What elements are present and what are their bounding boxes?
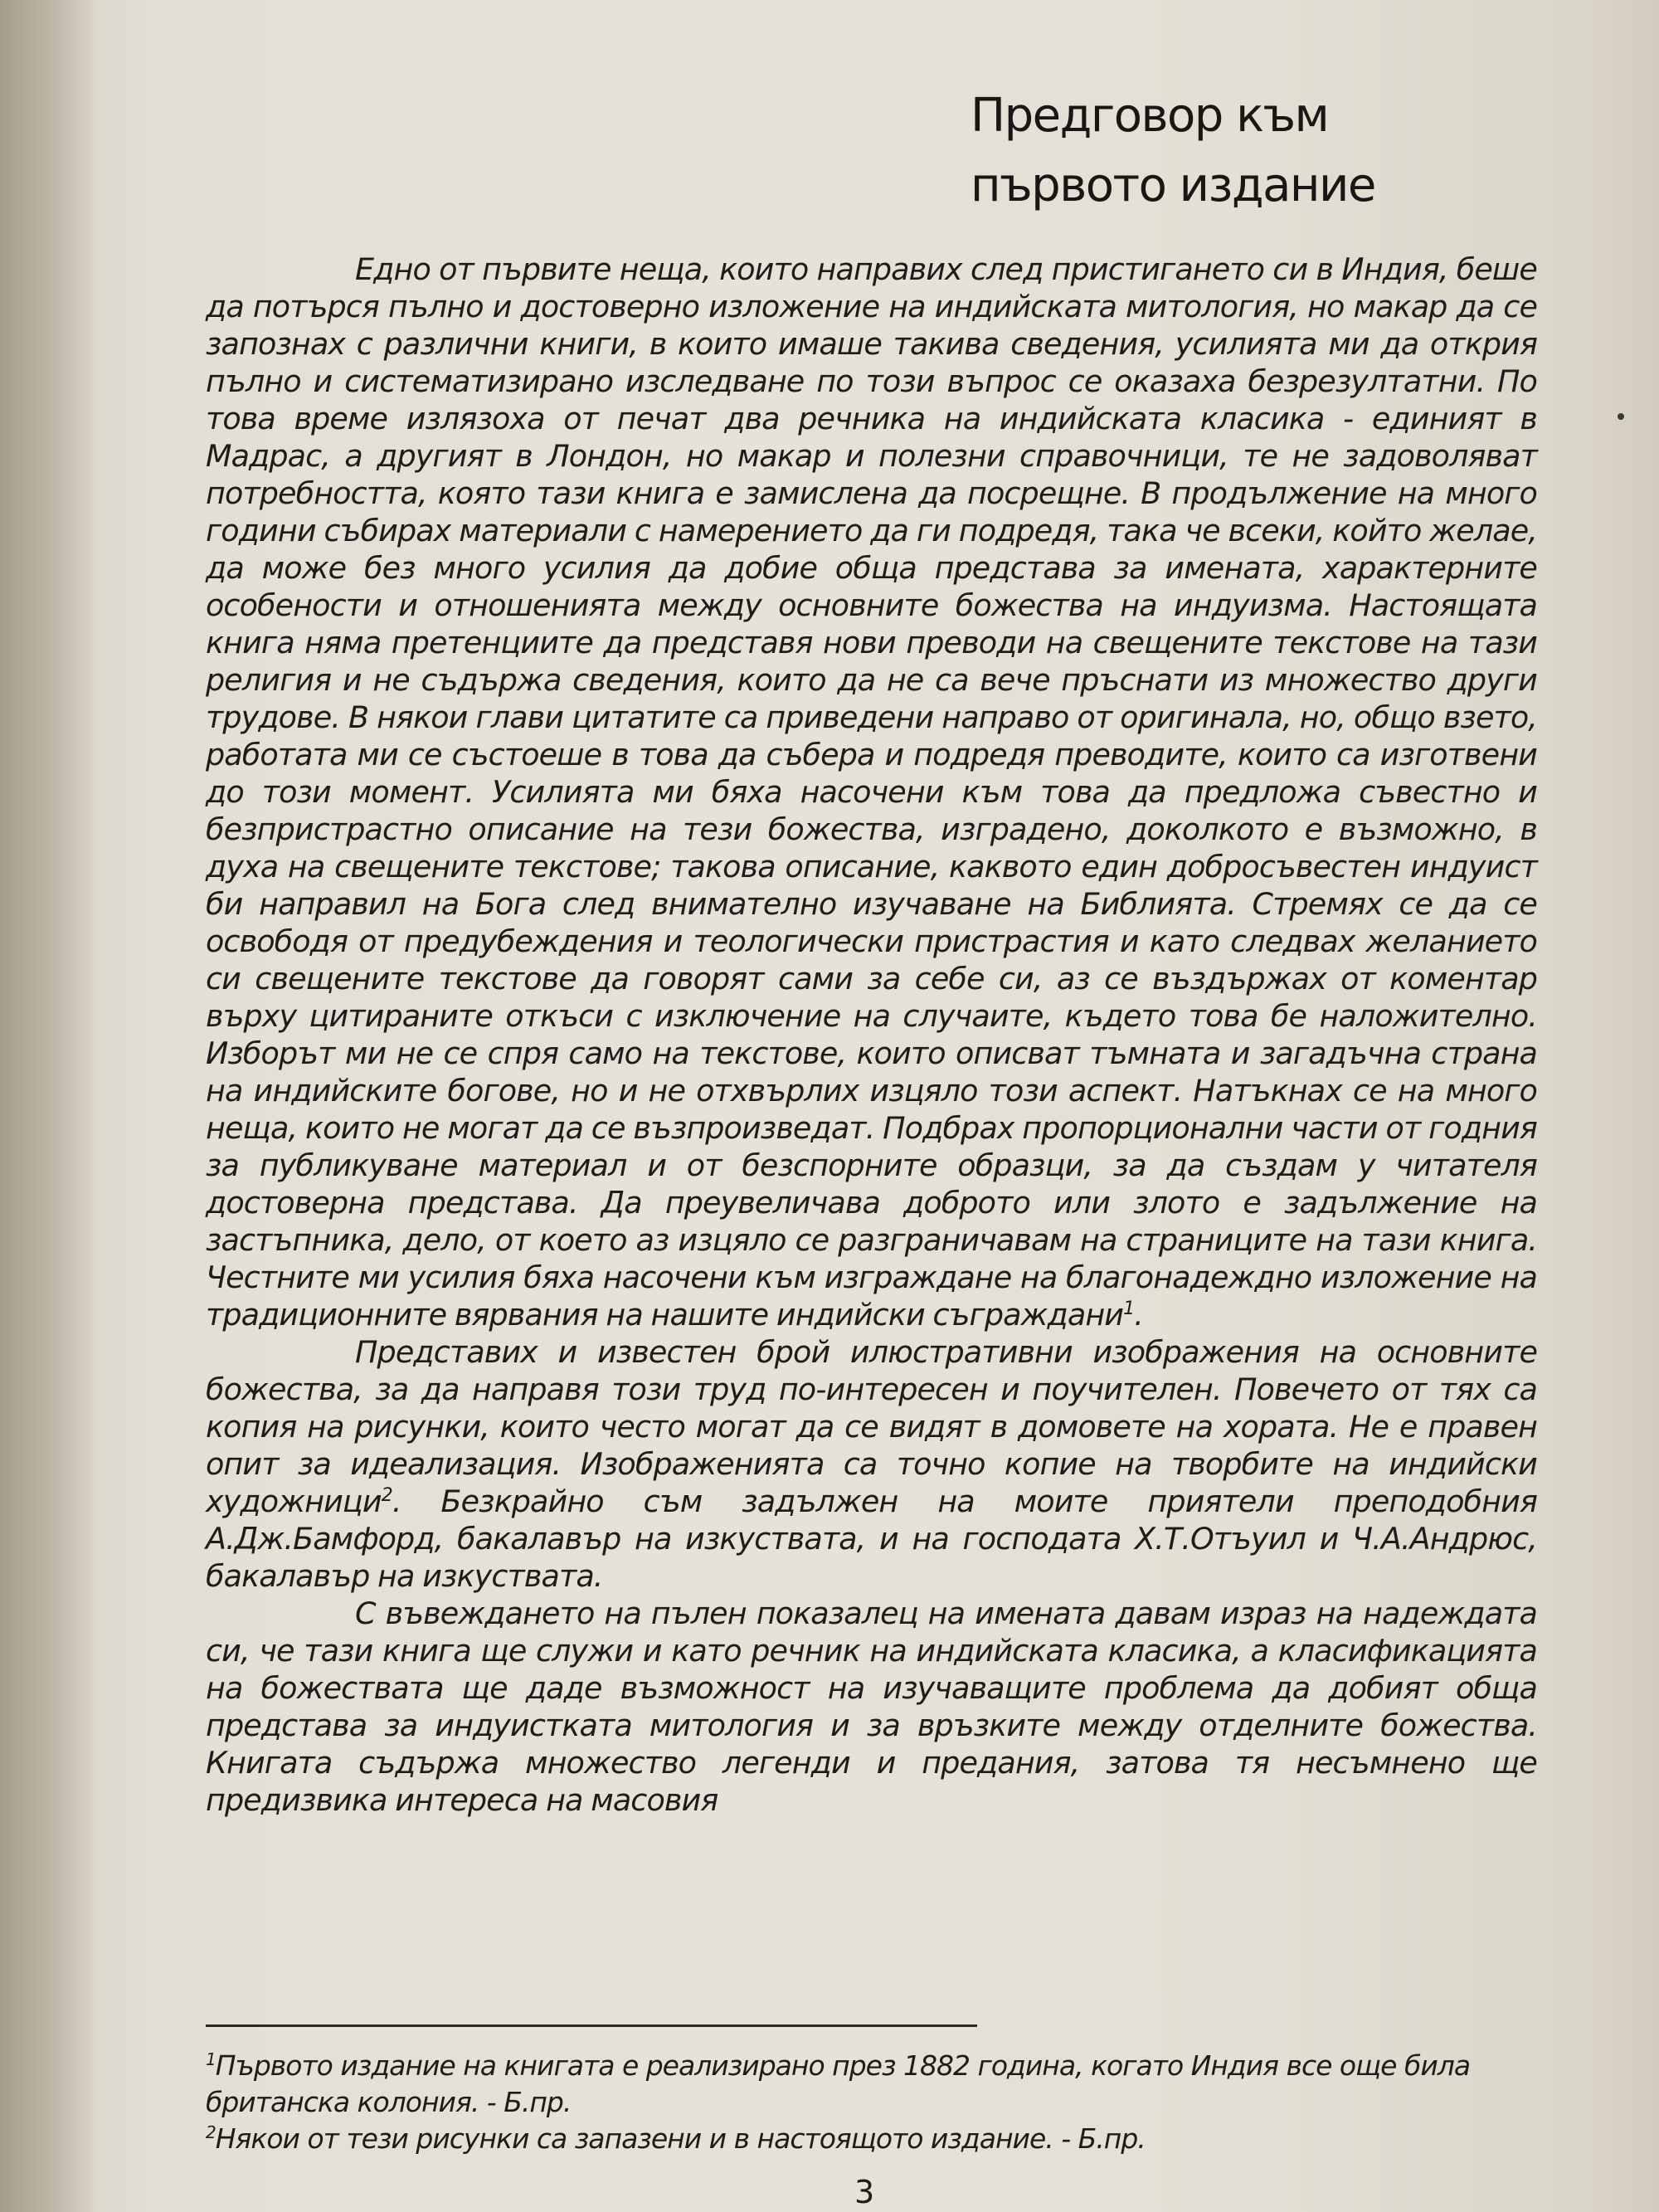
book-gutter-shadow [0, 0, 100, 2212]
footnotes [206, 2048, 1537, 2157]
paragraph-3 [206, 1595, 1537, 1819]
body-text [206, 251, 1537, 1819]
paragraph-3-text: С въвеждането на пълен показалец на имената давам израз на надеждата си, че тази книга ще служи и като речник на индийската класика, а класификацията на божествата ще даде възможност на изучаващите проблема да добият обща представа за индуистката митология и за връзките между отделните божества. Книгата съдържа множество легенди и предания, затова тя несъмнено ще предизвика интереса на масовия [206, 1596, 1537, 1818]
paper-speck [1618, 413, 1624, 420]
paragraph-2 [206, 1333, 1537, 1595]
paragraph-2-text: Представих и известен брой илюстративни изображения на основните божества, за да направя този труд по-интересен и поучителен. Повечето от тях са копия на рисунки, които често могат да се видят в домовете на хората. Не е правен опит за идеализация. Изображенията са точно копие на творбите на индийски художници [206, 1334, 1537, 1519]
page-number: 3 [854, 2174, 875, 2210]
footnote-separator [206, 2024, 977, 2027]
footnote-ref-2: 2 [381, 1484, 392, 1506]
paragraph-2-end: . Безкрайно съм задължен на моите приятели преподобния А.Дж.Бамфорд, бакалавър на изкуствата, и на господата Х.Т.Отъуил и Ч.А.Андрюс, бакалавър на изкуствата. [206, 1484, 1537, 1594]
paragraph-1-text: Едно от първите неща, които направих след пристигането си в Индия, беше да потърся пълно и достоверно изложение на индийската митология, но макар да се запознах с различни книги, в които имаше такива сведения, усилията ми да открия пълно и систематизирано изследване по този въпрос се оказаха безрезултатни. По това време излязоха от печат два речника на индийската класика - единият в Мадрас, а другият в Лондон, но макар и полезни справочници, те не задоволяват потребността, която тази книга е замислена да посрещне. В продължение на много години събирах материали с намерението да ги подредя, така че всеки, който желае, да може без много усилия да добие обща представа за имената, характерните особености и отношенията между основните божества на индуизма. Настоящата книга няма претенциите да представя нови преводи на свещените текстове на тази религия и не съдържа сведения, които да не са вече пръснати из множество други трудове. В някои глави цитатите са приведени направо от оригинала, но, общо взето, работата ми се състоеше в това да събера и подредя преводите, които са изготвени до този момент. Усилията ми бяха насочени към това да предложа съвестно и безпристрастно описание на тези божества, изградено, доколкото е възможно, в духа на свещените текстове; такова описание, каквото един добросъвестен индуист би направил на Бога след внимателно изучаване на Библията. Стремях се да се освободя от предубеждения и теологически пристрастия и като следвах желанието си свещените текстове да говорят сами за себе си, аз се въздържах от коментар върху цитираните откъси с изключение на случаите, където това бе наложително. Изборът ми не се спря само на текстове, които описват тъмната и загадъчна страна на индийските богове, но и не отхвърлих изцяло този аспект. Натъкнах се на много неща, които не могат да се възпроизведат. Подбрах пропорционални части от годния за публикуване материал и от безспорните образци, за да създам у читателя достоверна представа. Да преувеличава доброто или злото е задължение на застъпника, дело, от което аз изцяло се разграничавам на страниците на тази книга. Честните ми усилия бяха насочени към изграждане на благонадеждно изложение на традиционните вярвания на нашите индийски съграждани [206, 251, 1537, 1333]
footnote-2-text: Някои от тези рисунки са запазени и в настоящото издание. - Б.пр. [215, 2122, 1146, 2155]
footnote-2-mark: 2 [206, 2122, 216, 2142]
paragraph-1 [206, 251, 1537, 1333]
footnote-2 [206, 2121, 1537, 2157]
paragraph-1-end: . [1134, 1297, 1143, 1333]
page-title: Предговор към първото издание [971, 89, 1375, 212]
footnote-1 [206, 2048, 1537, 2121]
footnote-1-text: Първото издание на книгата е реализирано през 1882 година, когато Индия все още била британска колония. - Б.пр. [206, 2049, 1471, 2118]
book-page [199, 66, 1543, 2210]
footnote-1-mark: 1 [206, 2049, 216, 2069]
footnote-ref-1: 1 [1123, 1298, 1135, 1319]
